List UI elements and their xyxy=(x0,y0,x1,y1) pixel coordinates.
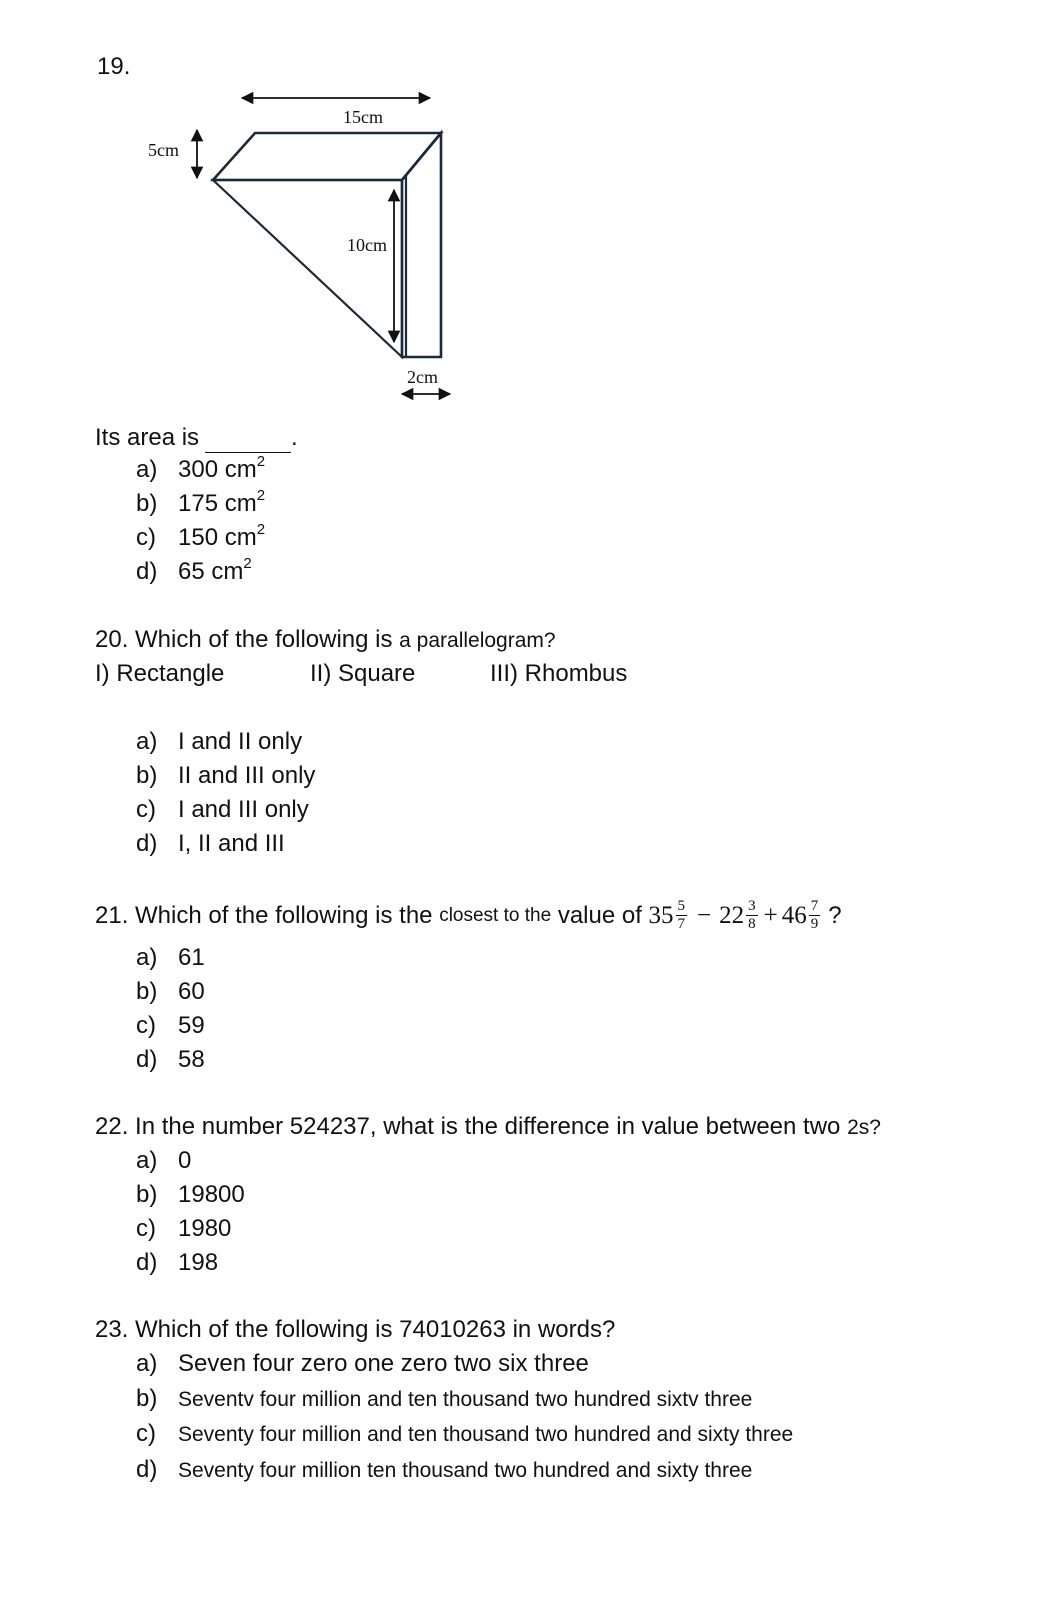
q20-item-3: III) Rhombus xyxy=(490,660,628,687)
label-15cm: 15cm xyxy=(343,107,383,127)
q19-option-a[interactable]: a) 300 $cm^2$ xyxy=(136,453,266,483)
q20-question: 20. Which of the following is a parallelogram? xyxy=(95,626,556,653)
q20-item-1: I) Rectangle xyxy=(95,660,225,687)
q23-option-a[interactable]: a) Seven four zero one zero two six three xyxy=(136,1350,589,1377)
q23-option-c[interactable]: c) Seventy four million and ten thousand two hundred and sixty three xyxy=(136,1420,794,1447)
q21-option-b[interactable]: b) 60 xyxy=(136,978,205,1005)
q23-option-d[interactable]: d) Seventy four million ten thousand two hundred and sixty three xyxy=(136,1456,753,1483)
side-face xyxy=(402,133,441,357)
label-5cm: 5cm xyxy=(148,140,179,160)
q21-expression: 35 $\frac{5}{7}$ − 22 $\frac{3}{8}$ + 46 $\frac{7}{9}$ ? xyxy=(648,898,842,932)
q19-figure xyxy=(130,80,470,410)
q22-option-b[interactable]: b) 19800 xyxy=(136,1181,245,1208)
q20-option-d[interactable]: d) I, II and III xyxy=(136,830,285,857)
q20-option-a[interactable]: a) I and II only xyxy=(136,728,303,755)
label-10cm: 10cm xyxy=(347,235,387,255)
q19-option-d[interactable]: d) 65 $cm^2$ xyxy=(136,555,252,585)
q21-option-d[interactable]: d) 58 xyxy=(136,1046,205,1073)
q20-option-b[interactable]: b) II and III only xyxy=(136,762,316,789)
q22-option-a[interactable]: a) 0 xyxy=(136,1147,192,1174)
q21-option-a[interactable]: a) 61 xyxy=(136,944,205,971)
question-19-number: 19. xyxy=(97,53,131,80)
label-2cm: 2cm xyxy=(407,367,438,387)
q22-option-c[interactable]: c) 1980 xyxy=(136,1215,232,1242)
q20-option-c[interactable]: c) I and III only xyxy=(136,796,309,823)
q23-option-b[interactable]: b) Seventv four million and ten thousand two hundred sixtv three xyxy=(136,1385,753,1412)
triangle-face xyxy=(213,180,402,357)
q19-option-b[interactable]: b) 175 $cm^2$ xyxy=(136,487,266,517)
q19-prompt: Its area is . xyxy=(95,424,298,451)
q22-question: 22. In the number 524237, what is the difference in value between two 2s? xyxy=(95,1113,881,1140)
q19-option-c[interactable]: c) 150 $cm^2$ xyxy=(136,521,266,551)
q23-question: 23. Which of the following is 74010263 in words? xyxy=(95,1316,616,1343)
q22-option-d[interactable]: d) 198 xyxy=(136,1249,219,1276)
q21-option-c[interactable]: c) 59 xyxy=(136,1012,205,1039)
q20-item-2: II) Square xyxy=(310,660,416,687)
answer-blank xyxy=(205,430,291,453)
q21-question: 21. Which of the following is the closest to the value of 35 $\frac{5}{7}$ − 22 $\frac{3}{8}$ + 46 $\frac{7}{9}$ ? xyxy=(95,898,842,932)
